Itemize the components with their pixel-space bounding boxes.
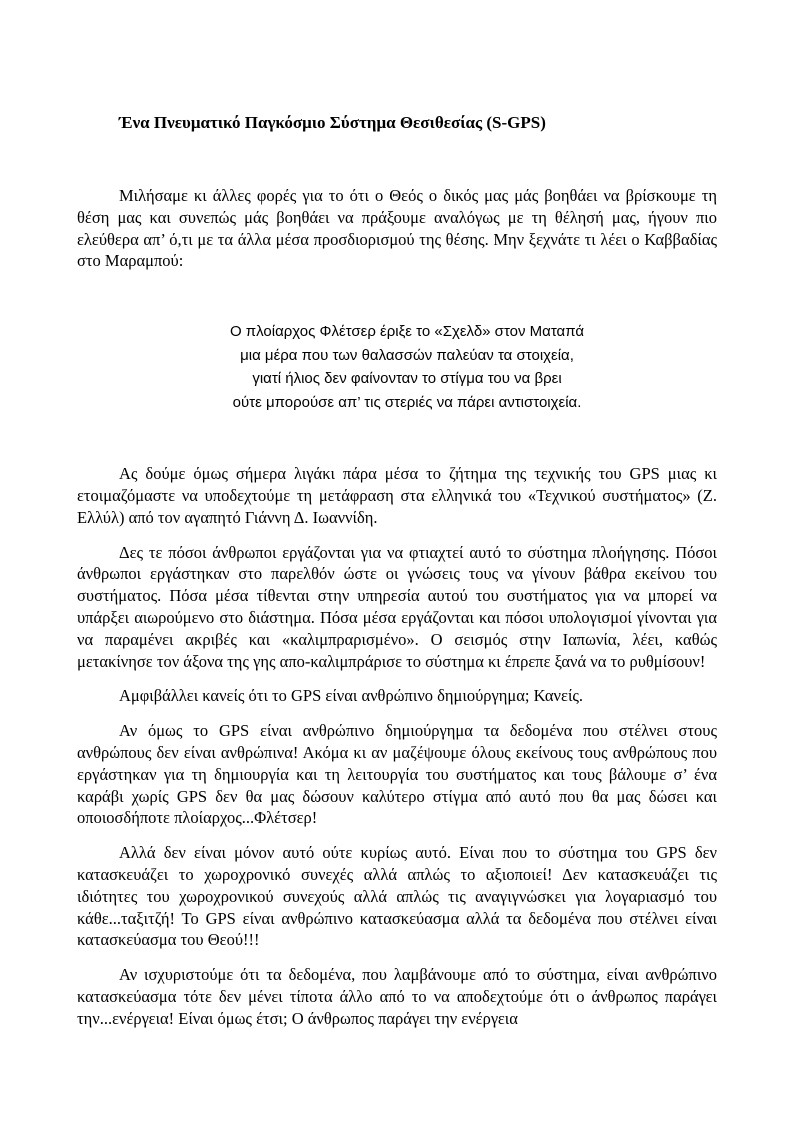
body-paragraph: Δες τε πόσοι άνθρωποι εργάζονται για να φτιαχτεί αυτό το σύστημα πλοήγησης. Πόσοι άνθρωποι εργάστηκαν στο παρελθόν ώστε οι γνώσεις τους να γίνουν βάθρα εκείνου του συστήματος. Πόσα μέσα τίθενται στην υπηρεσία αυτού του συστήματος για να μπορεί να υπάρξει αιωρούμενο στο διάστημα. Πόσα μέσα εργάζονται και πόσοι υπολογισμοί γίνονται για να παραμένει ακριβές και «καλιμπραρισμένο». Ο σεισμός στην Ιαπωνία, λέει, καθώς μετακίνησε τον άξονα της γης απο-καλιμπράρισε το σύστημα κι έπρεπε ξανά να το ρυθμίσουν! bbox=[77, 542, 717, 671]
poem-quote bbox=[77, 320, 717, 414]
body-paragraph: Αμφιβάλλει κανείς ότι το GPS είναι ανθρώπινο δημιούργημα; Κανείς. bbox=[119, 686, 584, 706]
body-paragraph: Αν ισχυριστούμε ότι τα δεδομένα, που λαμβάνουμε από το σύστημα, είναι ανθρώπινο κατασκεύασμα τότε δεν μένει τίποτα άλλο από το να αποδεχτούμε ότι ο άνθρωπος παράγει την...ενέργεια! Είναι όμως έτσι; Ο άνθρωπος παράγει την ενέργεια bbox=[77, 965, 717, 1028]
poem-line: γιατί ήλιος δεν φαίνονταν το στίγμα του να βρει bbox=[252, 370, 562, 388]
document-body bbox=[77, 112, 717, 1030]
poem-line: Ο πλοίαρχος Φλέτσερ έριξε το «Σχελδ» στον Ματαπά bbox=[229, 323, 585, 341]
poem-line: ούτε μπορούσε απ’ τις στεριές να πάρει αντιστοιχεία. bbox=[232, 393, 582, 411]
poem-line: μια μέρα που των θαλασσών παλεύαν τα στοιχεία, bbox=[240, 346, 574, 364]
intro-paragraph: Μιλήσαμε κι άλλες φορές για το ότι ο Θεός ο δικός μας μάς βοηθάει να βρίσκουμε τη θέση μας και συνεπώς μάς βοηθάει να πράξουμε αναλόγως με τη θέλησή μας, ήγουν πιο ελεύθερα απ’ ό,τι με τα άλλα μέσα προσδιορισμού της θέσης. Μην ξεχνάτε τι λέει ο Καββαδίας στο Μαραμπού: bbox=[77, 186, 717, 271]
body-paragraph: Ας δούμε όμως σήμερα λιγάκι πάρα μέσα το ζήτημα της τεχνικής του GPS μιας κι ετοιμαζόμαστε να υποδεχτούμε τη μετάφραση στα ελληνικά του «Τεχνικού συστήματος» (Ζ. Ελλύλ) από τον αγαπητό Γιάννη Δ. Ιωαννίδη. bbox=[77, 464, 717, 527]
body-paragraph: Αν όμως το GPS είναι ανθρώπινο δημιούργημα τα δεδομένα που στέλνει στους ανθρώπους δεν είναι ανθρώπινα! Ακόμα κι αν μαζέψουμε όλους εκείνους τους ανθρώπους που εργάστηκαν για τη δημιουργία και τη λειτουργία του συστήματος και τους βάλουμε σ’ ένα καράβι χωρίς GPS δεν θα μας δώσουν καλύτερο στίγμα από αυτό που θα μας δώσει και οποιοσδήποτε πλοίαρχος...Φλέτσερ! bbox=[77, 721, 717, 828]
body-paragraph: Αλλά δεν είναι μόνον αυτό ούτε κυρίως αυτό. Είναι που το σύστημα του GPS δεν κατασκευάζει το χωροχρονικό συνεχές αλλά απλώς το αξιοποιεί! Δεν κατασκευάζει τις ιδιότητες του χωροχρονικού συνεχούς αλλά απλώς τις αναγιγνώσκει για λογαριασμό του κάθε...ταξιτζή! Το GPS είναι ανθρώπινο κατασκεύασμα αλλά τα δεδομένα που στέλνει είναι κατασκεύασμα του Θεού!!! bbox=[77, 843, 717, 950]
document-title: Ένα Πνευματικό Παγκόσμιο Σύστημα Θεσιθεσίας (S-GPS) bbox=[119, 113, 546, 132]
